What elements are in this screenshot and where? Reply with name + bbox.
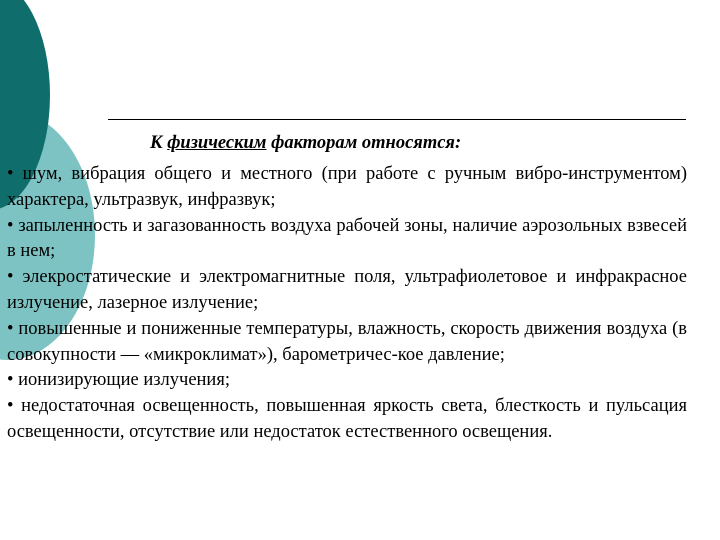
heading-underlined-word: физическим bbox=[167, 133, 267, 153]
slide-heading bbox=[150, 133, 461, 154]
list-item: • шум, вибрация общего и местного (при работе с ручным вибро-инструментом) характера, ультразвук, инфразвук; bbox=[7, 164, 687, 210]
list-item: • запыленность и загазованность воздуха рабочей зоны, наличие аэрозольных взвесей в нем; bbox=[7, 215, 687, 262]
list-item: • ионизирующие излучения; bbox=[7, 370, 230, 391]
heading-prefix: К bbox=[150, 133, 168, 153]
list-item: • элекростатические и электромагнитные поля, ультрафиолетовое и инфракрасное излучение, лазерное излучение; bbox=[7, 267, 687, 313]
horizontal-rule bbox=[108, 119, 686, 120]
heading-suffix: факторам относятся: bbox=[266, 133, 462, 153]
list-item: • недостаточная освещенность, повышенная яркость света, блесткость и пульсация освещенности, отсутствие или недостаток естественного освещения. bbox=[7, 396, 687, 442]
list-item: • повышенные и пониженные температуры, влажность, скорость движения воздуха (в совокупности — «микроклимат»), барометричес-кое давление; bbox=[7, 318, 687, 365]
factor-list bbox=[7, 162, 687, 446]
